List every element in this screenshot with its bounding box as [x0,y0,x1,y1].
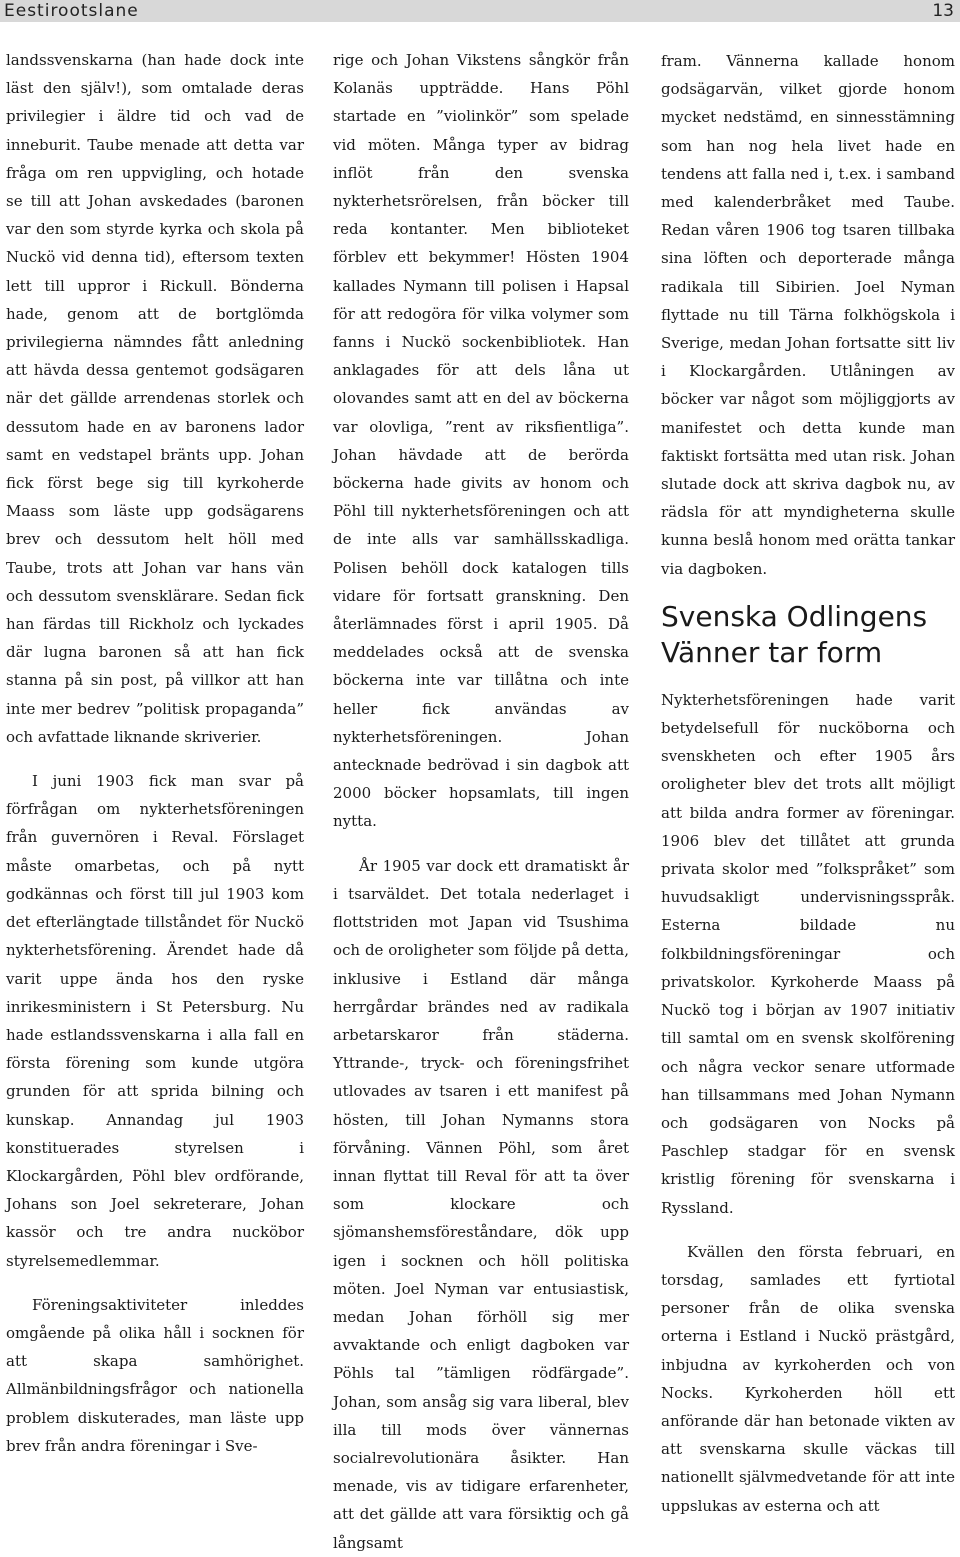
text-column-3 [661,47,955,1520]
paragraph: rige och Johan Vikstens sångkör från Kolanäs uppträdde. Hans Pöhl startade en ”violinkör” som spelade vid möten. Många typer av bidrag inflöt från den svenska nykterhetsrörelsen, från böcker till reda kontanter. Men biblioteket förblev ett bekymmer! Hösten 1904 kallades Nymann till polisen i Hapsal för att redogöra för vilka volymer som fanns i Nuckö sockenbibliotek. Han anklagades för att dels låna ut olovandes samt att en del av böckerna var olovliga, ”rent av riksfientliga”. Johan hävdade att de berörda böckerna hade givits av honom och Pöhl till nykterhetsföreningen och att de inte alls var samhällsskadliga. Polisen behöll dock katalogen tills vidare för fortsatt granskning. Den återlämnades först i april 1905. Då meddelades också att de svenska böckerna inte var tillåtna och inte heller fick användas av nykterhetsföreningen. Johan antecknade bedrövad i sin dagbok att 2000 böcker hopsamlats, till ingen nytta. [333,51,629,831]
page-number: 13 [932,1,954,21]
paragraph: landssvenskarna (han hade dock inte läst den själv!), som omtalade deras privilegier i äldre tid och vad de inneburit. Taube menade att detta var fråga om ren uppvigling, och hotade se till att Johan avskedades (baronen var den som styrde kyrka och skola på Nuckö vid denna tid), eftersom texten lett till uppror i Rickull. Bönderna hade, genom att de bortglömda privilegierna nämndes fått anledning att hävda dessa gentemot godsägaren när det gällde arrendenas storlek och dessutom hade en av baronens lador samt en vedstapel bränts upp. Johan fick först bege sig till kyrkoherde Maass som läste upp godsägarens brev och dessutom helt höll med Taube, trots att Johan var hans vän och dessutom svensklärare. Sedan fick han färdas till Rickholz och lyckades där lugna baronen så att han fick stanna på sin post, på villkor att han inte mer bedrev ”politisk propaganda” och avfattade liknande skriverier. [6,51,304,746]
running-header [0,0,960,22]
paragraph: Föreningsaktiviteter inleddes omgående på olika håll i socknen för att skapa samhörighet. Allmänbildningsfrågor och nationella problem diskuterades, man läste upp brev från andra föreningar i Sve- [6,1295,304,1455]
paragraph: Nykterhetsföreningen hade varit betydelsefull för nucköborna och svenskheten och efter 1905 års oroligheter blev det trots allt möjligt att bilda andra former av föreningar. 1906 blev det tillåtet att grunda privata skolor med ”folkspråket” som huvudsakligt undervisningsspråk. Esterna bildade nu folkbildningsföreningar och privatskolor. Kyrkoherde Maass på Nuckö tog i början av 1907 initiativ till samtal om en svensk skolförening och några veckor senare utformade han tillsammans med Johan Nymann och godsägaren von Nocks på Paschlep stadgar för en svensk kristlig förening för svenskarna i Ryssland. [661,690,955,1217]
publication-name: Eestirootslane [4,1,139,21]
paragraph: fram. Vännerna kallade honom godsägarvän, vilket gjorde honom mycket nedstämd, en sinnesstämning som han nog hela livet hade en tendens att falla ned i, t.ex. i samband med kalenderbråket med Taube. Redan våren 1906 tog tsaren tillbaka sina löften och deporterade många radikala till Sibirien. Joel Nyman flyttade nu till Tärna folkhögskola i Sverige, medan Johan fortsatte sitt liv i Klockargården. Utlåningen av böcker var något som möjliggjorts av manifestet och detta kunde man faktiskt fortsätta med utan risk. Johan slutade dock att skriva dagbok nu, av rädsla för att myndigheterna skulle kunna beslå honom med orätta tankar via dagboken. [661,52,955,578]
section-heading: Svenska Odlingens Vänner tar form [661,599,928,669]
paragraph: I juni 1903 fick man svar på förfrågan om nykterhetsföreningen från guvernören i Reval. Förslaget måste omarbetas, och på nytt godkännas och först till jul 1903 kom det efterlängtade tillståndet för Nuckö nykterhetsförening. Ärendet hade då varit uppe ända hos den ryske inrikesministern i St Petersburg. Nu hade estlandssvenskarna i alla fall en första förening som kunde utgöra grunden för att sprida bilning och kunskap. Annandag jul 1903 konstituerades styrelsen i Klockargården, Pöhl blev ordförande, Johans son Joel sekreterare, Johan kassör och tre andra nucköbor styrelsemedlemmar. [6,772,304,1270]
text-column-1 [6,46,304,1460]
paragraph: År 1905 var dock ett dramatiskt år i tsarväldet. Det totala nederlaget i flottstriden mot Japan vid Tsushima och de oroligheter som följde på detta, inklusive i Estland där många herrgårdar brändes ned av radikala arbetarskaror från städerna. Yttrande-, tryck- och föreningsfrihet utlovades av tsaren i ett manifest på hösten, till Johan Nymanns stora förvåning. Vännen Pöhl, som året innan flyttat till Reval för att ta över som klockare och sjömanshemsföreståndare, dök upp igen i socknen och höll politiska möten. Joel Nyman var entusiastisk, medan Johan förhöll sig mer avvaktande och enligt dagboken var Pöhls tal ”tämligen rödfärgade”. Johan, som ansåg sig vara liberal, blev illa till mods över vännernas socialrevolutionära åsikter. Han menade, vis av tidigare erfarenheter, att det gällde att vara försiktig och gå långsamt [333,856,629,1552]
paragraph: Kvällen den första februari, en torsdag, samlades ett fyrtiotal personer från de olika svenska orterna i Estland i Nuckö prästgård, inbjudna av kyrkoherden och von Nocks. Kyrkoherden höll ett anförande där han betonade vikten av att svenskarna skulle väckas till nationellt självmedvetande för att inte uppslukas av esterna och att [661,1242,955,1515]
text-column-2 [333,46,629,1557]
